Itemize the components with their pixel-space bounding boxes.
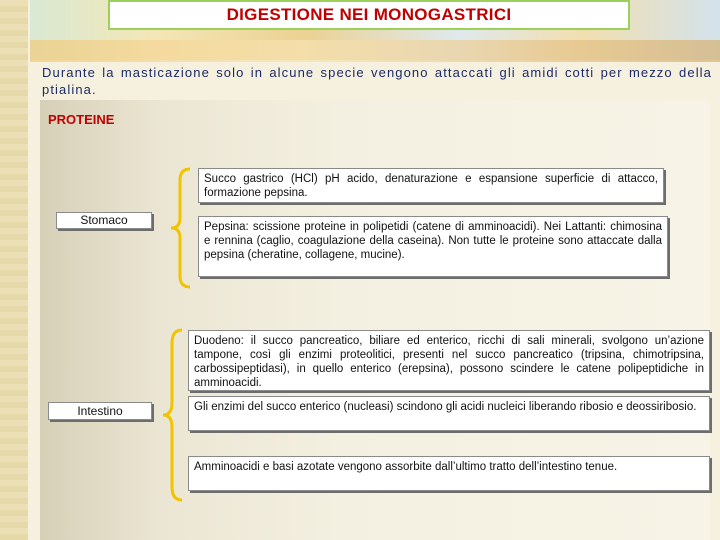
page-title: DIGESTIONE NEI MONOGASTRICI: [226, 5, 512, 24]
section-label-proteine: PROTEINE: [48, 112, 115, 127]
intestino-item-3: Amminoacidi e basi azotate vengono assorbite dall’ultimo tratto dell’intestino tenue.: [188, 456, 710, 491]
brace-stomaco-icon: [168, 166, 194, 290]
stomaco-item-2: Pepsina: scissione proteine in polipetidi (catene di amminoacidi). Nei Lattanti: chimosina e rennina (caglio, coagulazione della caseina). Non tutte le proteine sono attaccate dalla pepsina (cheratine, collagene, mucine).: [198, 216, 668, 277]
background-strip: [30, 40, 720, 62]
organ-box-stomaco: [56, 212, 152, 229]
organ-box-intestino: [48, 402, 152, 420]
organ-label-stomaco: Stomaco: [80, 213, 128, 227]
background-left-strip: [0, 0, 28, 540]
intestino-item-1: Duodeno: il succo pancreatico, biliare ed enterico, ricchi di sali minerali, svolgono un’azione tampone, così gli enzimi proteolitici, presenti nel succo pancreatico (tripsina, chimotripsina, carbossipeptidasi), in quello enterico (erepsina), possono scindere le catene polipeptidiche in amminoacidi.: [188, 330, 710, 391]
brace-intestino-icon: [160, 327, 186, 503]
organ-label-intestino: Intestino: [77, 404, 123, 418]
intestino-item-2: Gli enzimi del succo enterico (nucleasi) scindono gli acidi nucleici liberando ribosio e deossiribosio.: [188, 396, 710, 431]
intro-text: Durante la masticazione solo in alcune specie vengono attaccati gli amidi cotti per mezzo della ptialina.: [42, 65, 712, 97]
stomaco-item-1: Succo gastrico (HCl) pH acido, denaturazione e espansione superficie di attacco, formazione pepsina.: [198, 168, 664, 203]
title-box: [108, 0, 630, 30]
